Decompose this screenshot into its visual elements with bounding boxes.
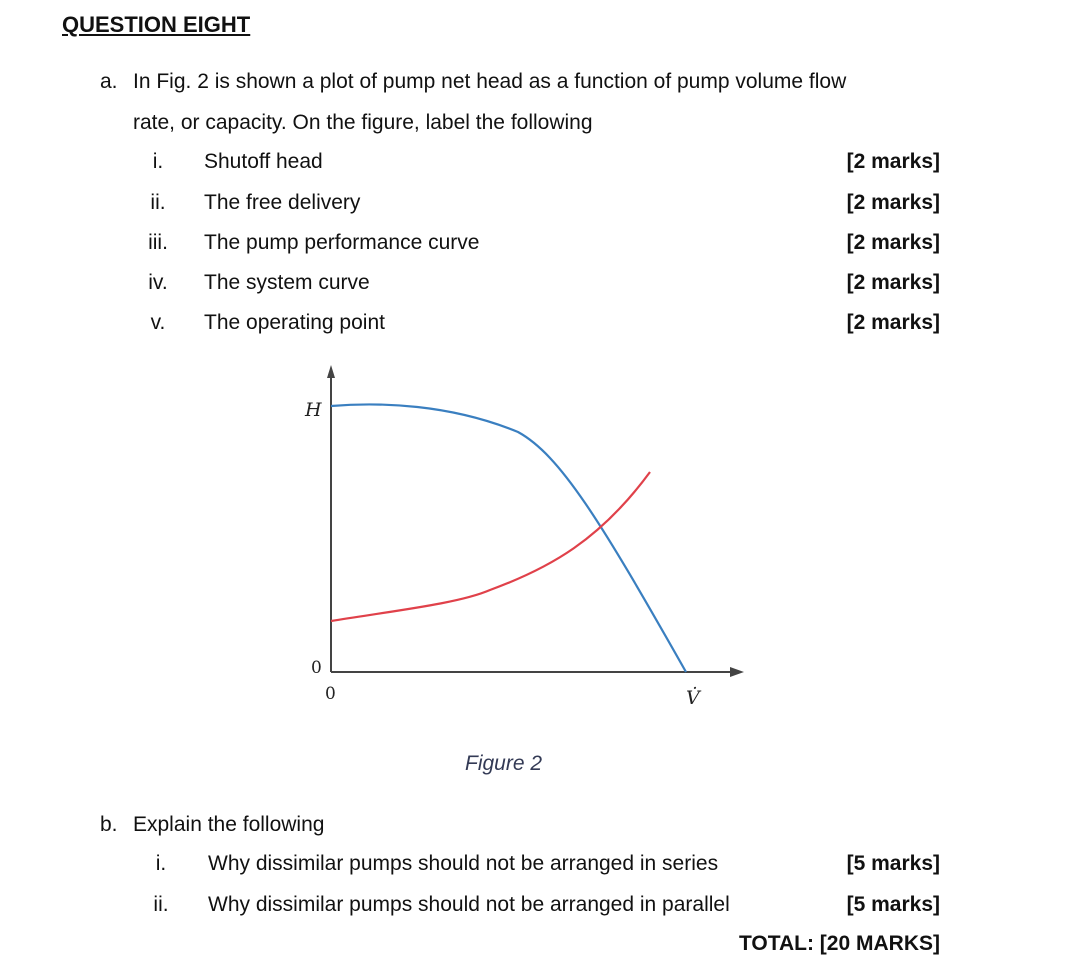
part-a-item-text: The free delivery <box>204 191 361 214</box>
y-axis-arrowhead <box>327 365 335 378</box>
pump-system-figure <box>290 358 760 718</box>
part-a-line-2: rate, or capacity. On the figure, label the following <box>133 111 593 134</box>
part-a-item-text: Shutoff head <box>204 150 323 173</box>
part-b-intro: Explain the following <box>133 813 325 836</box>
y-origin-label: 0 <box>311 658 322 678</box>
figure-caption: Figure 2 <box>465 752 543 775</box>
part-a-item-text: The system curve <box>204 271 370 294</box>
part-a-item-number: iii. <box>148 231 168 254</box>
part-a-item-number: iv. <box>148 271 168 294</box>
part-a-item-number: ii. <box>150 191 166 214</box>
y-axis-label: H <box>305 399 322 421</box>
part-a-item-number: v. <box>150 311 166 334</box>
x-axis-arrowhead <box>730 667 744 677</box>
part-a-line-1: In Fig. 2 is shown a plot of pump net head as a function of pump volume flow <box>133 70 847 93</box>
part-b-item-number: i. <box>155 852 167 875</box>
total-marks: TOTAL: [20 MARKS] <box>738 932 940 955</box>
part-b-item-marks: [5 marks] <box>846 852 940 875</box>
x-origin-label: 0 <box>325 684 336 704</box>
part-b-item-text: Why dissimilar pumps should not be arranged in series <box>208 852 719 875</box>
part-a-item-text: The pump performance curve <box>204 231 480 254</box>
part-b-letter: b. <box>100 813 118 836</box>
part-a-item-text: The operating point <box>204 311 385 334</box>
part-a-item-marks: [2 marks] <box>846 150 940 173</box>
x-axis-label: V̇ <box>686 687 700 709</box>
pump-performance-curve <box>331 404 686 672</box>
question-heading: QUESTION EIGHT <box>62 12 251 37</box>
part-a-item-marks: [2 marks] <box>846 191 940 214</box>
part-a-item-marks: [2 marks] <box>846 271 940 294</box>
part-a-item-number: i. <box>152 150 164 173</box>
part-b-item-marks: [5 marks] <box>846 893 940 916</box>
system-curve <box>331 472 650 621</box>
part-b-item-number: ii. <box>153 893 169 916</box>
part-a-item-marks: [2 marks] <box>846 231 940 254</box>
part-a-letter: a. <box>100 70 118 93</box>
part-a-item-marks: [2 marks] <box>846 311 940 334</box>
part-b-item-text: Why dissimilar pumps should not be arranged in parallel <box>208 893 730 916</box>
